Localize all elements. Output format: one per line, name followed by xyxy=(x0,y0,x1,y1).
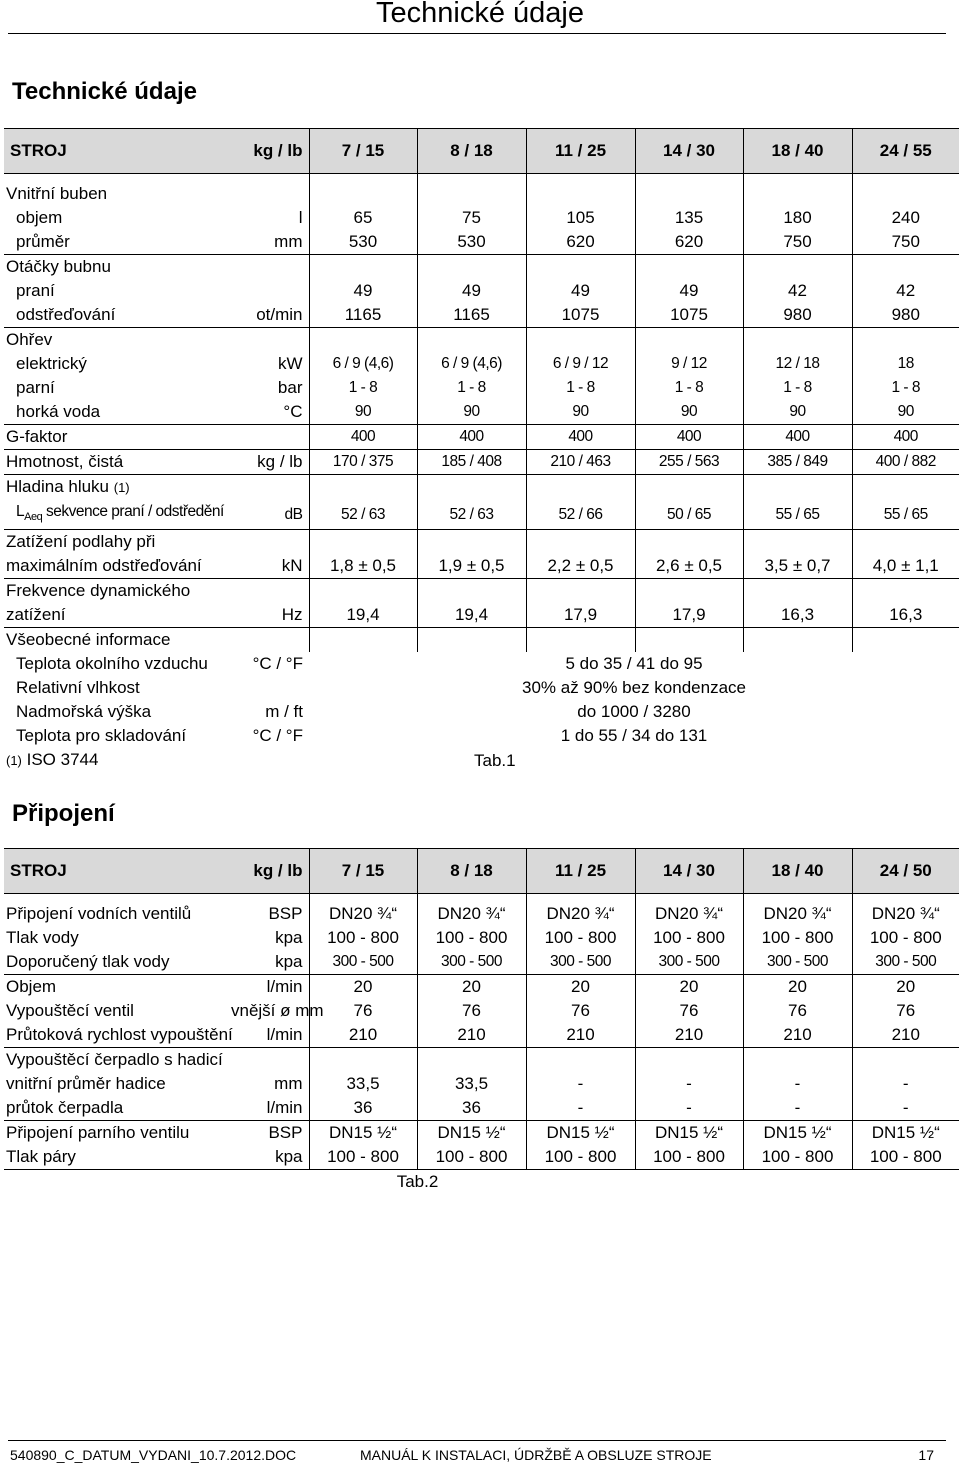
cell-value: 20 xyxy=(309,975,417,1000)
cell-value: 49 xyxy=(417,279,526,303)
col-header-machine: STROJ xyxy=(4,849,229,894)
cell-value: 100 - 800 xyxy=(526,1145,635,1170)
table-row xyxy=(4,230,959,255)
table-header-row xyxy=(4,849,959,894)
row-label: Teplota okolního vzduchu xyxy=(16,654,208,673)
col-header-model: 18 / 40 xyxy=(743,129,852,174)
cell-value: DN20 ¾“ xyxy=(417,902,526,926)
table-group-row xyxy=(4,182,959,206)
cell-value: 17,9 xyxy=(635,603,743,628)
cell-value: DN15 ½“ xyxy=(743,1121,852,1146)
page-footer xyxy=(8,1440,946,1463)
section-title-technical-data: Technické údaje xyxy=(12,78,197,105)
cell-value: 6 / 9 / 12 xyxy=(526,352,635,376)
table-group-row xyxy=(4,475,959,501)
cell-value: 6 / 9 (4,6) xyxy=(309,352,417,376)
cell-value: DN15 ½“ xyxy=(635,1121,743,1146)
row-label: Tlak vody xyxy=(6,928,79,947)
row-unit: l xyxy=(298,208,303,227)
table-row xyxy=(4,303,959,328)
cell-value: 19,4 xyxy=(309,603,417,628)
cell-value: 76 xyxy=(309,999,417,1023)
row-label: Hmotnost, čistá xyxy=(4,450,229,475)
table-row xyxy=(4,554,959,579)
cell-value: 100 - 800 xyxy=(743,926,852,950)
table-row xyxy=(4,950,959,975)
cell-value: DN20 ¾“ xyxy=(309,902,417,926)
cell-value: 400 xyxy=(852,425,959,450)
cell-value: 210 xyxy=(635,1023,743,1048)
col-header-model: 7 / 15 xyxy=(309,849,417,894)
cell-value: 90 xyxy=(309,400,417,425)
row-label: zatížení xyxy=(6,605,66,624)
col-header-model: 18 / 40 xyxy=(743,849,852,894)
row-label: průtok čerpadla xyxy=(6,1098,124,1117)
row-unit: BSP xyxy=(268,904,303,923)
table-row xyxy=(4,1072,959,1096)
cell-value: 1075 xyxy=(526,303,635,328)
row-unit: °C / °F xyxy=(252,726,303,745)
cell-value: 210 xyxy=(417,1023,526,1048)
cell-value: 52 / 63 xyxy=(417,500,526,530)
row-label: $L_{Aeq}$ sekvence praní / odstředění xyxy=(16,503,224,523)
cell-value: 100 - 800 xyxy=(417,926,526,950)
row-unit: l/min xyxy=(266,1025,303,1044)
row-label: Objem xyxy=(4,975,229,1000)
cell-value: 50 / 65 xyxy=(635,500,743,530)
cell-value: 400 xyxy=(309,425,417,450)
cell-value: 185 / 408 xyxy=(417,450,526,475)
table-row-general xyxy=(4,652,959,676)
row-label: Vypouštěcí ventil xyxy=(6,1001,134,1020)
row-unit: Hz xyxy=(281,605,303,624)
row-unit: °C xyxy=(283,402,303,421)
cell-value: 33,5 xyxy=(417,1072,526,1096)
row-label: maximálním odstřeďování xyxy=(6,556,202,575)
cell-value: 76 xyxy=(526,999,635,1023)
row-unit: kpa xyxy=(275,952,303,971)
row-label: Nadmořská výška xyxy=(16,702,152,721)
cell-value: 100 - 800 xyxy=(852,926,959,950)
col-header-model: 14 / 30 xyxy=(635,849,743,894)
table-row xyxy=(4,902,959,926)
table-row xyxy=(4,1023,959,1048)
cell-value: 75 xyxy=(417,206,526,230)
cell-value: 90 xyxy=(417,400,526,425)
cell-value: - xyxy=(743,1096,852,1121)
group-label-frequency: Frekvence dynamického xyxy=(4,579,229,604)
cell-value: 100 - 800 xyxy=(417,1145,526,1170)
cell-value: 170 / 375 xyxy=(309,450,417,475)
cell-value: 2,6 ± 0,5 xyxy=(635,554,743,579)
technical-data-table xyxy=(4,128,959,773)
group-label-noise: Hladina hluku (1) xyxy=(4,475,229,501)
cell-value: 620 xyxy=(526,230,635,255)
cell-value: 20 xyxy=(852,975,959,1000)
cell-value: 9 / 12 xyxy=(635,352,743,376)
col-header-unit: kg / lb xyxy=(229,129,309,174)
row-label: elektrický xyxy=(16,354,87,373)
row-unit: m / ft xyxy=(265,702,303,721)
table-row xyxy=(4,999,959,1023)
cell-value: 1165 xyxy=(417,303,526,328)
row-unit xyxy=(229,676,309,700)
cell-value: 100 - 800 xyxy=(526,926,635,950)
footnote: (1) ISO 3744 xyxy=(6,750,99,769)
col-header-model: 8 / 18 xyxy=(417,129,526,174)
table-group-row xyxy=(4,1048,959,1073)
connections-table xyxy=(4,848,959,1194)
cell-value: 1 - 8 xyxy=(852,376,959,400)
cell-value: 20 xyxy=(635,975,743,1000)
cell-value: 76 xyxy=(417,999,526,1023)
cell-value: 1 - 8 xyxy=(743,376,852,400)
col-header-model: 7 / 15 xyxy=(309,129,417,174)
row-label: horká voda xyxy=(16,402,101,421)
table-group-row xyxy=(4,530,959,555)
cell-value: 1,9 ± 0,5 xyxy=(417,554,526,579)
cell-value: 300 - 500 xyxy=(635,950,743,975)
table-group-row xyxy=(4,328,959,353)
cell-value: 385 / 849 xyxy=(743,450,852,475)
row-label: Připojení parního ventilu xyxy=(4,1121,229,1146)
cell-value: DN15 ½“ xyxy=(526,1121,635,1146)
group-label-drain-pump: Vypouštěcí čerpadlo s hadicí xyxy=(4,1048,229,1073)
cell-value: DN20 ¾“ xyxy=(635,902,743,926)
cell-value: 90 xyxy=(743,400,852,425)
cell-value-span: 5 do 35 / 41 do 95 xyxy=(565,654,703,673)
footer-page-number: 17 xyxy=(918,1447,934,1463)
table-caption-row xyxy=(4,1170,959,1195)
cell-value: 90 xyxy=(635,400,743,425)
row-label: odstřeďování xyxy=(16,305,116,324)
col-header-unit: kg / lb xyxy=(229,849,309,894)
row-unit: mm xyxy=(274,232,303,251)
cell-value: 100 - 800 xyxy=(635,1145,743,1170)
cell-value: 300 - 500 xyxy=(417,950,526,975)
table-row xyxy=(4,425,959,450)
cell-value: - xyxy=(852,1072,959,1096)
table-row-general xyxy=(4,676,959,700)
row-unit: kN xyxy=(281,556,303,575)
cell-value: 1075 xyxy=(635,303,743,328)
cell-value: 100 - 800 xyxy=(635,926,743,950)
cell-value: 16,3 xyxy=(852,603,959,628)
cell-value: 2,2 ± 0,5 xyxy=(526,554,635,579)
cell-value: 49 xyxy=(526,279,635,303)
table-group-row xyxy=(4,255,959,280)
row-label: průměr xyxy=(16,232,70,251)
row-unit: kg / lb xyxy=(229,450,309,475)
row-label: parní xyxy=(16,378,55,397)
cell-value: 100 - 800 xyxy=(309,1145,417,1170)
cell-value: 52 / 66 xyxy=(526,500,635,530)
cell-value: 33,5 xyxy=(309,1072,417,1096)
cell-value: 400 xyxy=(417,425,526,450)
cell-value: 76 xyxy=(635,999,743,1023)
group-label-general: Všeobecné informace xyxy=(4,628,229,653)
cell-value: 300 - 500 xyxy=(852,950,959,975)
table-row xyxy=(4,400,959,425)
row-label: Tlak páry xyxy=(4,1145,229,1170)
table-row xyxy=(4,603,959,628)
cell-value: 210 xyxy=(852,1023,959,1048)
table-caption: Tab.1 xyxy=(474,750,516,770)
cell-value: 49 xyxy=(309,279,417,303)
cell-value: 90 xyxy=(852,400,959,425)
row-unit: kW xyxy=(277,354,303,373)
cell-value: - xyxy=(635,1096,743,1121)
cell-value: 210 / 463 xyxy=(526,450,635,475)
footer-doc-id: 540890_C_DATUM_VYDANI_10.7.2012.DOC xyxy=(10,1447,297,1463)
cell-value: 620 xyxy=(635,230,743,255)
table-header-row xyxy=(4,129,959,174)
cell-value: 100 - 800 xyxy=(852,1145,959,1170)
cell-value: 400 xyxy=(526,425,635,450)
cell-value: DN20 ¾“ xyxy=(743,902,852,926)
cell-value: 300 - 500 xyxy=(743,950,852,975)
row-unit: l/min xyxy=(266,1098,303,1117)
col-header-model: 24 / 50 xyxy=(852,849,959,894)
row-unit: °C / °F xyxy=(252,654,303,673)
row-label: Průtoková rychlost vypouštění xyxy=(6,1025,233,1044)
cell-value: 12 / 18 xyxy=(743,352,852,376)
cell-value: 55 / 65 xyxy=(743,500,852,530)
cell-value: 49 xyxy=(635,279,743,303)
cell-value: 750 xyxy=(743,230,852,255)
cell-value: 1 - 8 xyxy=(417,376,526,400)
cell-value: 3,5 ± 0,7 xyxy=(743,554,852,579)
table-row xyxy=(4,206,959,230)
cell-value: 20 xyxy=(526,975,635,1000)
table-row xyxy=(4,1096,959,1121)
cell-value: 65 xyxy=(309,206,417,230)
cell-value: 4,0 ± 1,1 xyxy=(852,554,959,579)
table-group-row xyxy=(4,628,959,653)
row-unit: kpa xyxy=(229,1145,309,1170)
cell-value: 135 xyxy=(635,206,743,230)
cell-value: 52 / 63 xyxy=(309,500,417,530)
table-group-row xyxy=(4,579,959,604)
cell-value: 400 / 882 xyxy=(852,450,959,475)
cell-value: 18 xyxy=(852,352,959,376)
row-label: Teplota pro skladování xyxy=(16,726,187,745)
table-row-general xyxy=(4,724,959,748)
cell-value: 750 xyxy=(852,230,959,255)
row-label: vnitřní průměr hadice xyxy=(6,1074,166,1093)
col-header-model: 11 / 25 xyxy=(526,849,635,894)
cell-value: 240 xyxy=(852,206,959,230)
cell-value: 17,9 xyxy=(526,603,635,628)
col-header-model: 24 / 55 xyxy=(852,129,959,174)
row-label: praní xyxy=(16,281,55,300)
cell-value: 530 xyxy=(417,230,526,255)
cell-value: 210 xyxy=(309,1023,417,1048)
cell-value: 210 xyxy=(743,1023,852,1048)
row-label: Připojení vodních ventilů xyxy=(6,904,192,923)
cell-value: - xyxy=(526,1072,635,1096)
cell-value-span: 30% až 90% bez kondenzace xyxy=(522,678,746,697)
cell-value: 55 / 65 xyxy=(852,500,959,530)
cell-value: DN15 ½“ xyxy=(852,1121,959,1146)
table-row-noise xyxy=(4,500,959,530)
row-unit: bar xyxy=(277,378,303,397)
table-row-general xyxy=(4,700,959,724)
col-header-machine: STROJ xyxy=(4,129,229,174)
row-unit: mm xyxy=(274,1074,303,1093)
cell-value: 530 xyxy=(309,230,417,255)
table-row xyxy=(4,926,959,950)
cell-value: 90 xyxy=(526,400,635,425)
col-header-model: 11 / 25 xyxy=(526,129,635,174)
row-unit: dB xyxy=(284,505,303,523)
cell-value: 105 xyxy=(526,206,635,230)
cell-value: - xyxy=(526,1096,635,1121)
footer-manual-title: MANUÁL K INSTALACI, ÚDRŽBĚ A OBSLUZE STROJE xyxy=(360,1447,712,1463)
cell-value: 1 - 8 xyxy=(526,376,635,400)
row-unit: vnější ø mm xyxy=(231,1001,324,1020)
table-row xyxy=(4,352,959,376)
cell-value: 76 xyxy=(852,999,959,1023)
cell-value: DN15 ½“ xyxy=(417,1121,526,1146)
cell-value: 400 xyxy=(635,425,743,450)
cell-value: 76 xyxy=(743,999,852,1023)
cell-value: DN15 ½“ xyxy=(309,1121,417,1146)
cell-value: 400 xyxy=(743,425,852,450)
cell-value-span: do 1000 / 3280 xyxy=(577,702,691,721)
cell-value: - xyxy=(635,1072,743,1096)
table-row xyxy=(4,279,959,303)
cell-value: 6 / 9 (4,6) xyxy=(417,352,526,376)
row-unit: ot/min xyxy=(256,305,303,324)
table-row xyxy=(4,450,959,475)
cell-value: 300 - 500 xyxy=(309,950,417,975)
table-row xyxy=(4,975,959,1000)
cell-value: 16,3 xyxy=(743,603,852,628)
cell-value: 42 xyxy=(743,279,852,303)
cell-value: 42 xyxy=(852,279,959,303)
cell-value: 300 - 500 xyxy=(526,950,635,975)
cell-value: 19,4 xyxy=(417,603,526,628)
cell-value: 36 xyxy=(417,1096,526,1121)
cell-value: DN20 ¾“ xyxy=(852,902,959,926)
section-title-connections: Připojení xyxy=(12,800,115,827)
cell-value: 100 - 800 xyxy=(743,1145,852,1170)
row-unit: kpa xyxy=(275,928,303,947)
page-header-title: Technické údaje xyxy=(376,0,584,29)
table-footnote-row xyxy=(4,748,959,773)
cell-value: 1 - 8 xyxy=(309,376,417,400)
cell-value: 100 - 800 xyxy=(309,926,417,950)
row-label: objem xyxy=(16,208,63,227)
cell-value: 180 xyxy=(743,206,852,230)
row-unit: l/min xyxy=(229,975,309,1000)
row-label: Doporučený tlak vody xyxy=(6,952,170,971)
header-rule xyxy=(8,33,946,34)
group-label-speed: Otáčky bubnu xyxy=(4,255,229,280)
row-unit: BSP xyxy=(229,1121,309,1146)
row-unit xyxy=(229,425,309,450)
table-row xyxy=(4,1121,959,1146)
cell-value: 255 / 563 xyxy=(635,450,743,475)
cell-value: 980 xyxy=(743,303,852,328)
cell-value: 210 xyxy=(526,1023,635,1048)
cell-value: 20 xyxy=(743,975,852,1000)
row-unit xyxy=(229,279,309,303)
table-row xyxy=(4,1145,959,1170)
group-label-heating: Ohřev xyxy=(4,328,229,353)
row-label: Relativní vlhkost xyxy=(16,678,140,697)
table-row xyxy=(4,376,959,400)
cell-value: 1165 xyxy=(309,303,417,328)
cell-value: DN20 ¾“ xyxy=(526,902,635,926)
col-header-model: 14 / 30 xyxy=(635,129,743,174)
col-header-model: 8 / 18 xyxy=(417,849,526,894)
group-label-drum: Vnitřní buben xyxy=(6,184,108,203)
table-caption: Tab.2 xyxy=(396,1172,439,1191)
cell-value-span: 1 do 55 / 34 do 131 xyxy=(560,726,708,745)
cell-value: 20 xyxy=(417,975,526,1000)
cell-value: 1,8 ± 0,5 xyxy=(309,554,417,579)
cell-value: - xyxy=(852,1096,959,1121)
cell-value: 980 xyxy=(852,303,959,328)
group-label-floor-load: Zatížení podlahy při xyxy=(4,530,229,555)
cell-value: - xyxy=(743,1072,852,1096)
cell-value: 1 - 8 xyxy=(635,376,743,400)
cell-value: 36 xyxy=(309,1096,417,1121)
row-label: G-faktor xyxy=(4,425,229,450)
